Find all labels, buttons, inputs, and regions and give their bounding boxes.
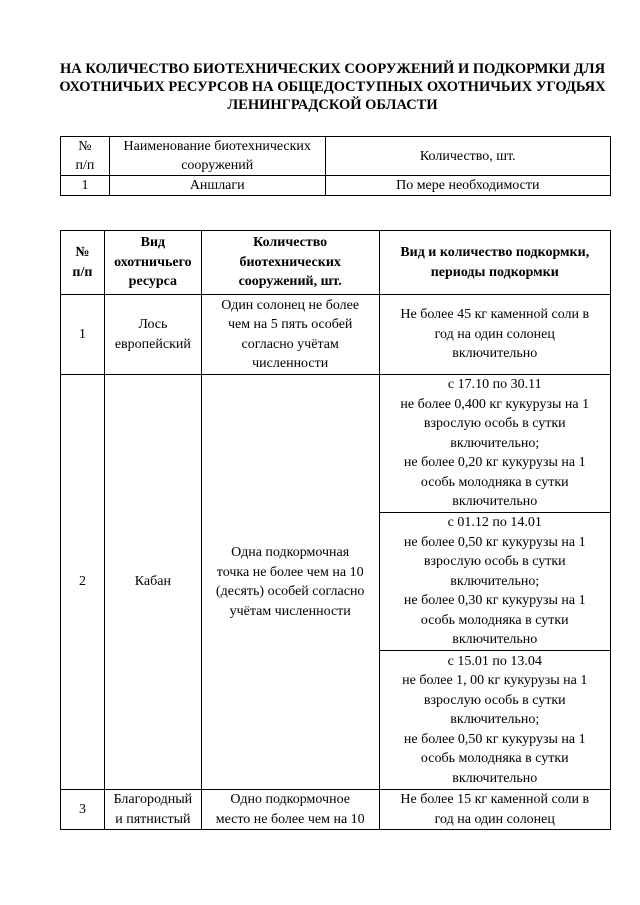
feeding-period: с 01.12 по 14.01 не более 0,50 кг кукурузы на 1 взрослую особь в сутки включительно; не более 0,30 кг кукурузы на 1 особь молодняка в сутки включительно <box>379 513 610 651</box>
structures-table <box>60 136 611 196</box>
table-header-row <box>61 231 611 295</box>
row-num: 3 <box>61 790 105 830</box>
table-row <box>61 790 611 830</box>
header-structure-name: Наименование биотехнических сооружений <box>109 137 325 176</box>
header-resource: Вид охотничьего ресурса <box>104 231 201 295</box>
header-num: № п/п <box>61 137 110 176</box>
row-num: 1 <box>61 295 105 375</box>
structure-count: Одна подкормочная точка не более чем на 10 (десять) особей согласно учётам численности <box>201 375 379 790</box>
feeding-period: с 17.10 по 30.11 не более 0,400 кг кукурузы на 1 взрослую особь в сутки включительно; не более 0,20 кг кукурузы на 1 особь молодняка в сутки включительно <box>379 375 610 513</box>
structure-name: Аншлаги <box>109 176 325 196</box>
header-quantity: Количество, шт. <box>325 137 610 176</box>
structure-quantity: По мере необходимости <box>325 176 610 196</box>
table-row <box>61 176 611 196</box>
header-structure-count: Количество биотехнических сооружений, шт. <box>201 231 379 295</box>
table-row <box>61 295 611 375</box>
table-header-row <box>61 137 611 176</box>
resource-name: Благородный и пятнистый <box>104 790 201 830</box>
feeding-period: с 15.01 по 13.04 не более 1, 00 кг кукурузы на 1 взрослую особь в сутки включительно; не более 0,50 кг кукурузы на 1 особь молодняка в сутки включительно <box>379 651 610 790</box>
feeding-table <box>60 230 611 830</box>
row-num: 2 <box>61 375 105 790</box>
resource-name: Лось европейский <box>104 295 201 375</box>
row-num: 1 <box>61 176 110 196</box>
resource-name: Кабан <box>104 375 201 790</box>
document-title: НА КОЛИЧЕСТВО БИОТЕХНИЧЕСКИХ СООРУЖЕНИЙ И ПОДКОРМКИ ДЛЯ ОХОТНИЧЬИХ РЕСУРСОВ НА ОБЩЕДОСТУПНЫХ ОХОТНИЧЬИХ УГОДЬЯХ ЛЕНИНГРАДСКОЙ ОБЛАСТИ <box>59 61 606 113</box>
feeding-description: Не более 45 кг каменной соли в год на один солонец включительно <box>379 295 610 375</box>
structure-count: Одно подкормочное место не более чем на 10 <box>201 790 379 830</box>
header-feeding: Вид и количество подкормки, периоды подкормки <box>379 231 610 295</box>
feeding-description: Не более 15 кг каменной соли в год на один солонец <box>379 790 610 830</box>
structure-count: Один солонец не более чем на 5 пять особей согласно учётам численности <box>201 295 379 375</box>
header-num: № п/п <box>61 231 105 295</box>
table-row <box>61 375 611 513</box>
